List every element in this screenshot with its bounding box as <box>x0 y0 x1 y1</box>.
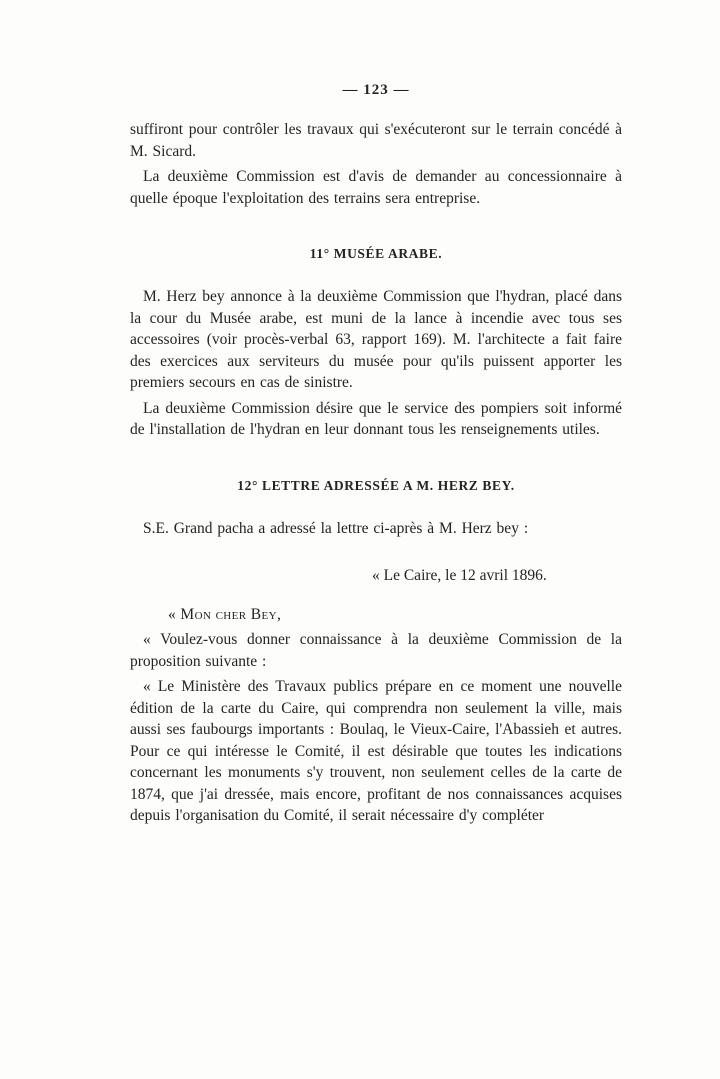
paragraph-commission-avis: La deuxième Commission est d'avis de demander au concessionnaire à quelle époque l'exploitation des terrains sera entreprise. <box>130 168 622 207</box>
letter-dateline: « Le Caire, le 12 avril 1896. <box>372 567 547 584</box>
paragraph-suffiront: suffiront pour contrôler les travaux qui s'exécuteront sur le terrain concédé à M. Sicard. <box>130 121 622 160</box>
paragraph-grand-pacha: S.E. Grand pacha a adressé la lettre ci-après à M. Herz bey : <box>143 519 529 537</box>
text-block <box>130 82 622 827</box>
section-heading-lettre-herz-bey: 12° LETTRE ADRESSÉE A M. HERZ BEY. <box>237 477 515 493</box>
letter-salutation: « Mon cher Bey, <box>168 605 282 623</box>
paragraph-commission-desire: La deuxième Commission désire que le service des pompiers soit informé de l'installation de l'hydran en leur donnant tous les renseignements utiles. <box>130 399 622 438</box>
paragraph-voulez-vous: « Voulez-vous donner connaissance à la deuxième Commission de la proposition suivante : <box>130 631 622 670</box>
paragraph-ministere-travaux: « Le Ministère des Travaux publics prépare en ce moment une nouvelle édition de la carte du Caire, qui comprendra non seulement la ville, mais aussi ses faubourgs importants : Boulaq, le Vieux-Caire, l'Abassieh et autres. Pour ce qui intéresse le Comité, il est désirable que toutes les indications concernant les monuments s'y trouvent, non seulement celles de la carte de 1874, que j'ai dressée, mais encore, profitant de nos connaissances acquises depuis l'organisation du Comité, il serait nécessaire d'y compléter <box>130 678 622 824</box>
paragraph-herz-annonce: M. Herz bey annonce à la deuxième Commission que l'hydran, placé dans la cour du Musée arabe, est muni de la lance à incendie avec tous ses accessoires (voir procès-verbal 63, rapport 169). M. l'architecte a fait faire des exercices aux serviteurs du musée pour qu'ils puissent apporter les premiers secours en cas de sinistre. <box>130 288 622 391</box>
section-heading-musee-arabe: 11° MUSÉE ARABE. <box>309 246 443 261</box>
page-number: — 123 — <box>342 82 410 98</box>
